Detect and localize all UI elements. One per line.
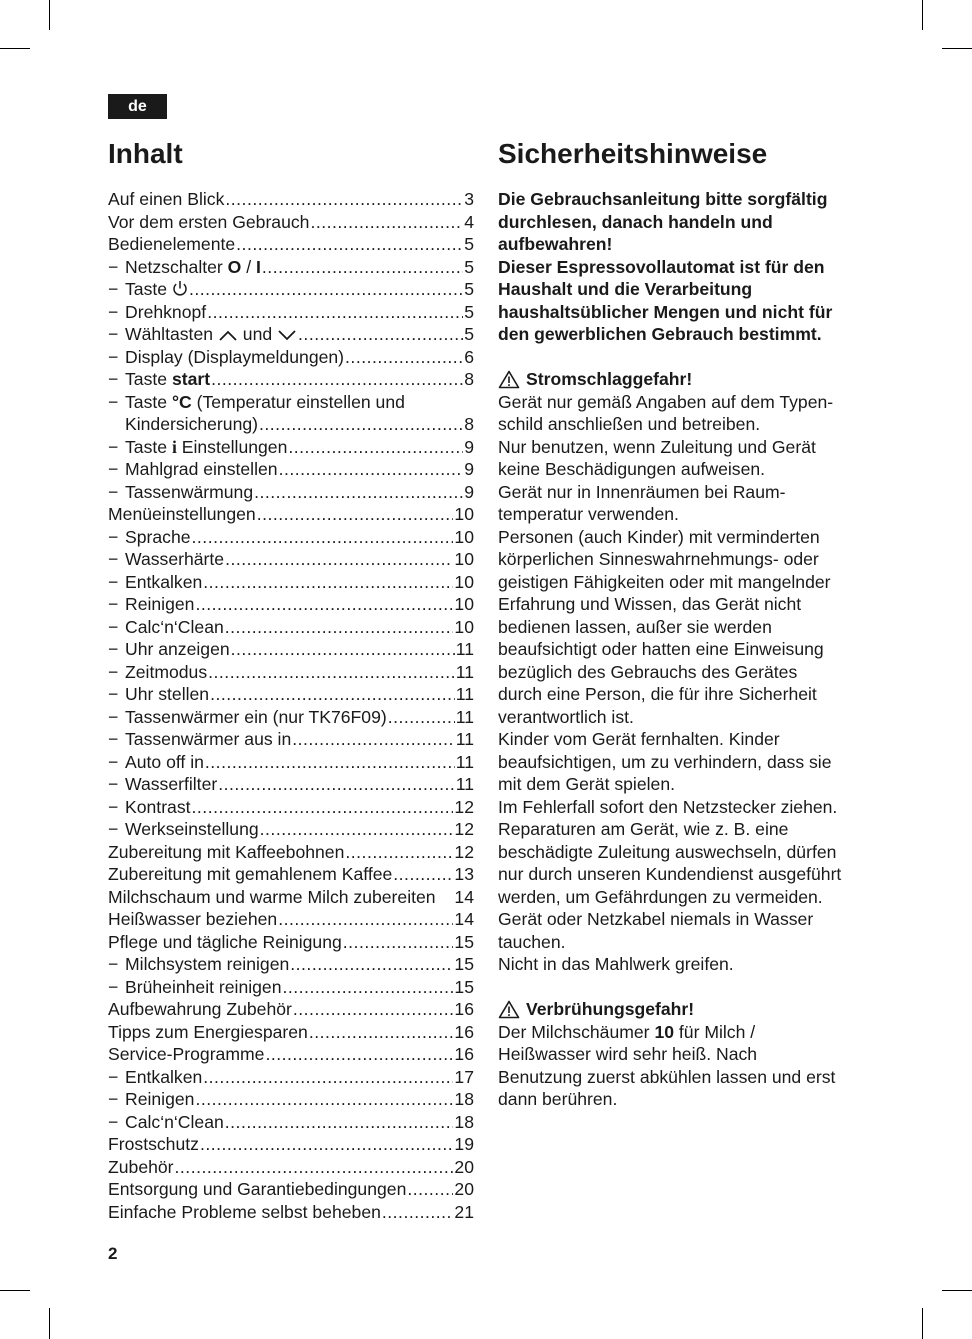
toc-entry-label: Menüeinstellungen (108, 504, 256, 524)
warning-title: Verbrühungsgefahr! (526, 999, 695, 1019)
toc-entry (108, 571, 474, 594)
toc-page-number: 10 (454, 616, 474, 637)
toc-page-number: 19 (454, 1134, 474, 1154)
toc-leader-dots (225, 1111, 454, 1134)
toc-entry-title (108, 818, 259, 841)
lead-line: den gewerblichen Gebrauch bestimmt. (498, 324, 822, 344)
toc-page-number: 4 (464, 211, 474, 232)
toc-entry-label: Taste (125, 279, 168, 299)
toc-entry-title (108, 773, 217, 796)
toc-leader-dots (345, 346, 463, 369)
toc-list (108, 188, 474, 1223)
toc-entry-title (108, 886, 436, 909)
toc-entry (108, 1021, 474, 1044)
toc-entry (108, 503, 474, 526)
toc-entry-label: (Temperatur einstellen und (196, 391, 405, 412)
toc-entry-label: Pflege und tägliche Reinigung (108, 931, 342, 952)
warning-line: Heißwasser wird sehr heiß. Nach (498, 1044, 758, 1064)
toc-entry-title (108, 526, 191, 549)
language-tag: de (108, 94, 167, 119)
toc-entry-label: Taste (125, 436, 168, 457)
toc-entry-title (108, 728, 291, 751)
toc-page-number: 15 (454, 976, 474, 997)
toc-page-number: 9 (464, 459, 474, 479)
warning-line: Reparaturen am Gerät, wie z. B. eine (498, 819, 789, 839)
toc-entry-label: Uhr anzeigen (125, 639, 230, 659)
toc-page-number: 10 (454, 571, 474, 592)
toc-page-number: 11 (455, 639, 474, 659)
toc-leader-dots (225, 616, 454, 639)
toc-entry-title (108, 458, 278, 481)
warning-triangle-icon (498, 1000, 520, 1019)
toc-entry (108, 863, 474, 886)
toc-entry-title (108, 211, 309, 234)
warning-line: Kinder vom Gerät fernhalten. Kinder (498, 729, 780, 749)
toc-page-number: 11 (455, 661, 474, 682)
toc-key-label: start (171, 369, 211, 389)
toc-entry (108, 211, 474, 234)
toc-entry (108, 256, 474, 279)
toc-page-number: 18 (454, 1111, 474, 1132)
toc-entry-title (108, 413, 258, 436)
toc-leader-dots (254, 481, 463, 504)
toc-entry (108, 1201, 474, 1224)
toc-entry (108, 436, 474, 459)
toc-entry-title (108, 908, 277, 931)
warning-line: Personen (auch Kinder) mit verminderten (498, 526, 820, 547)
warning-line: mit dem Gerät spielen. (498, 774, 675, 794)
toc-entry-label: Entkalken (125, 571, 203, 592)
warning-line: schild anschließen und betreiben. (498, 414, 761, 434)
toc-entry (108, 841, 474, 864)
toc-entry-label: Calc‘n‘Clean (125, 1111, 224, 1132)
toc-entry-label: Mahlgrad einstellen (125, 459, 278, 479)
toc-entry-title (108, 706, 387, 729)
toc-entry (108, 301, 474, 324)
toc-leader-dots (257, 503, 454, 526)
toc-page-number: 5 (464, 324, 474, 344)
warning-line: werden, um Gefährdungen zu vermeiden. (498, 886, 823, 907)
toc-entry-title (108, 1133, 199, 1156)
toc-page-number: 11 (455, 729, 474, 749)
toc-entry (108, 593, 474, 616)
warning-line: Gerät nur in Innenräumen bei Raum- (498, 481, 786, 502)
toc-entry-title (108, 593, 194, 616)
toc-entry-label: Heißwasser beziehen (108, 909, 278, 929)
toc-page-number: 17 (454, 1066, 474, 1087)
toc-page-number: 5 (464, 301, 474, 322)
toc-page-number: 15 (454, 954, 474, 974)
toc-entry-label: Auto off in (125, 751, 204, 772)
toc-entry-label: Tassenwärmung (125, 481, 254, 502)
toc-key-label: i (171, 436, 177, 457)
toc-page-number: 12 (454, 819, 474, 839)
toc-entry (108, 773, 474, 796)
toc-entry-title (108, 346, 344, 369)
toc-leader-dots (192, 526, 454, 549)
toc-entry (108, 1178, 474, 1201)
toc-entry (108, 616, 474, 639)
toc-page-number: 16 (454, 999, 474, 1019)
toc-leader-dots (292, 728, 455, 751)
toc-page-number: 9 (464, 481, 474, 502)
toc-page-number: 10 (454, 504, 474, 524)
toc-page-number: 10 (454, 526, 474, 547)
toc-leader-dots (382, 1201, 454, 1224)
power-icon (172, 280, 188, 297)
toc-entry-title (108, 683, 209, 706)
toc-leader-dots (207, 301, 463, 324)
toc-page-number: 20 (454, 1156, 474, 1177)
warning-line: Im Fehlerfall sofort den Netzstecker ziehen. (498, 796, 838, 817)
toc-leader-dots (290, 953, 453, 976)
toc-page-number: 15 (454, 931, 474, 952)
toc-entry-title (108, 1088, 194, 1111)
toc-leader-dots (175, 1156, 454, 1179)
toc-page-number: 16 (454, 1044, 474, 1064)
toc-entry (108, 976, 474, 999)
toc-entry-label: Drehknopf (125, 301, 207, 322)
toc-entry (108, 1088, 474, 1111)
toc-key-label: °C (171, 391, 192, 412)
toc-leader-dots (211, 368, 463, 391)
toc-page-number: 20 (454, 1179, 474, 1199)
toc-entry-title (108, 998, 292, 1021)
toc-entry-label: Wähltasten (125, 324, 214, 344)
crop-mark (922, 0, 923, 30)
lead-line: durchlesen, danach handeln und (498, 211, 773, 232)
toc-entry-title (108, 256, 261, 279)
toc-leader-dots (343, 931, 454, 954)
crop-mark (49, 1308, 50, 1339)
toc-entry-label: Service-Programme (108, 1044, 265, 1064)
safety-heading: Sicherheitshinweise (498, 138, 768, 169)
toc-leader-dots (203, 571, 453, 594)
toc-leader-dots (205, 751, 455, 774)
toc-entry-title (108, 368, 210, 391)
toc-leader-dots (231, 638, 455, 661)
warning-line: beaufsichtigt oder hatten eine Einweisung (498, 639, 824, 659)
toc-entry (108, 683, 474, 706)
toc-page-number: 11 (455, 684, 474, 704)
toc-leader-dots (203, 1066, 453, 1089)
toc-entry-label: Frostschutz (108, 1134, 199, 1154)
toc-entry-title (108, 391, 405, 414)
toc-leader-dots (200, 1133, 453, 1156)
warning-line: tauchen. (498, 931, 566, 952)
warning-line: Gerät nur gemäß Angaben auf dem Typen- (498, 391, 834, 412)
toc-entry-label: Bedienelemente (108, 234, 236, 254)
toc-entry-label: Reinigen (125, 594, 195, 614)
toc-entry-label: Display (Displaymeldungen) (125, 346, 345, 367)
page-number: 2 (108, 1244, 118, 1263)
warning-line: bezüglich des Gebrauchs des Gerätes (498, 661, 798, 682)
toc-entry-title (108, 323, 297, 346)
toc-entry-label: Wasserfilter (125, 774, 218, 794)
lead-line: aufbewahren! (498, 234, 613, 254)
toc-entry (108, 1156, 474, 1179)
toc-entry-label: Tassenwärmer aus in (125, 729, 292, 749)
toc-entry-title (108, 571, 202, 594)
toc-leader-dots (293, 998, 454, 1021)
toc-page-number: 14 (454, 886, 474, 907)
toc-entry-title (108, 436, 287, 459)
toc-leader-dots (278, 908, 453, 931)
toc-entry-title (108, 1066, 202, 1089)
toc-page-number: 12 (454, 841, 474, 862)
toc-page-number: 10 (454, 594, 474, 614)
toc-leader-dots (236, 233, 463, 256)
toc-entry-label: Einstellungen (181, 436, 288, 457)
warning-line: beaufsichtigen, um zu verhindern, dass sie (498, 751, 832, 772)
toc-entry-title (108, 863, 392, 886)
toc-entry-title (108, 188, 224, 211)
toc-leader-dots (388, 706, 455, 729)
toc-entry-label: Kontrast (125, 796, 191, 817)
safety-section (498, 136, 870, 1111)
toc-page-number: 11 (455, 751, 474, 772)
warning-line: temperatur verwenden. (498, 504, 679, 524)
toc-leader-dots (298, 323, 463, 346)
warning-line: Nur benutzen, wenn Zuleitung und Gerät (498, 436, 816, 457)
toc-entry-label: Entsorgung und Garantiebedingungen (108, 1179, 407, 1199)
toc-entry (108, 751, 474, 774)
toc-entry-title (108, 1178, 406, 1201)
toc-entry (108, 908, 474, 931)
toc-entry-title (108, 953, 289, 976)
scald-warning-text (498, 1021, 870, 1111)
toc-entry-title (108, 638, 230, 661)
toc-entry-label: Zeitmodus (125, 661, 208, 682)
toc-page-number: 18 (454, 1089, 474, 1109)
toc-entry (108, 661, 474, 684)
crop-mark (922, 1308, 923, 1339)
toc-entry-title (108, 796, 191, 819)
toc-entry (108, 526, 474, 549)
toc-leader-dots (189, 278, 463, 301)
lead-line: Haushalt und die Verarbeitung (498, 279, 753, 299)
toc-entry (108, 323, 474, 346)
toc-leader-dots (225, 548, 453, 571)
toc-entry (108, 796, 474, 819)
toc-entry-label: Milchschaum und warme Milch zubereiten (108, 886, 436, 907)
toc-entry-label: Reinigen (125, 1089, 195, 1109)
toc-entry-label: Aufbewahrung Zubehör (108, 999, 292, 1019)
warning-line: für Milch / (678, 1021, 756, 1042)
toc-entry-label: Einfache Probleme selbst beheben (108, 1201, 381, 1222)
warning-line: keine Beschädigungen aufweisen. (498, 459, 766, 479)
toc-leader-dots (310, 211, 463, 234)
toc-leader-dots (279, 458, 464, 481)
lead-line: Die Gebrauchsanleitung bitte sorgfältig (498, 189, 828, 209)
toc-leader-dots (262, 256, 463, 279)
toc-entry (108, 548, 474, 571)
toc-leader-dots (309, 1021, 454, 1044)
toc-entry-label: Zubereitung mit gemahlenem Kaffee (108, 864, 393, 884)
toc-leader-dots (210, 683, 455, 706)
toc-entry (108, 818, 474, 841)
toc-entry (108, 233, 474, 256)
warning-line: nur durch unseren Kundendienst ausgeführt (498, 864, 842, 884)
toc-entry (108, 886, 474, 909)
lead-line: haushaltsüblicher Mengen und nicht für (498, 301, 833, 322)
electric-shock-warning-title (498, 368, 870, 391)
toc-entry-title (108, 481, 253, 504)
chevron-down-icon (277, 328, 297, 342)
toc-leader-dots (393, 863, 453, 886)
toc-page-number: 3 (464, 189, 474, 209)
toc-entry-label: Kindersicherung) (125, 414, 259, 434)
scald-warning-title (498, 998, 870, 1021)
toc-leader-dots (345, 841, 453, 864)
toc-page-number: 12 (454, 796, 474, 817)
toc-page-number: 14 (454, 909, 474, 929)
toc-entry-title (108, 931, 342, 954)
crop-mark (0, 48, 30, 49)
toc-page-number: 16 (454, 1021, 474, 1042)
toc-entry-title (108, 841, 344, 864)
toc-entry (108, 413, 474, 436)
toc-entry-title (108, 233, 235, 256)
toc-entry (108, 931, 474, 954)
toc-entry (108, 1133, 474, 1156)
toc-entry-label: Auf einen Blick (108, 189, 225, 209)
electric-shock-warning-text (498, 391, 870, 976)
table-of-contents (108, 136, 474, 1223)
toc-entry (108, 998, 474, 1021)
toc-entry-label: Zubehör (108, 1156, 174, 1177)
toc-entry-title (108, 616, 224, 639)
warning-line: verantwortlich ist. (498, 706, 634, 727)
warning-line: geistigen Fähigkeiten oder mit mangelnder (498, 571, 831, 592)
toc-entry-title (108, 1021, 308, 1044)
warning-line: Benutzung zuerst abkühlen lassen und erst (498, 1066, 836, 1087)
warning-line: körperlichen Sinneswahrnehmungs- oder (498, 549, 819, 569)
toc-leader-dots (283, 976, 454, 999)
part-number: 10 (654, 1021, 675, 1042)
toc-entry (108, 1111, 474, 1134)
toc-page-number: 5 (464, 234, 474, 254)
toc-entry-label: Netzschalter O / I (125, 256, 261, 277)
toc-page-number: 11 (455, 706, 474, 727)
chevron-up-icon (218, 328, 238, 342)
toc-leader-dots (218, 773, 455, 796)
warning-line: beschädigte Zuleitung auswechseln, dürfen (498, 841, 837, 862)
warning-line: bedienen lassen, außer sie werden (498, 616, 772, 637)
toc-page-number: 21 (454, 1201, 474, 1222)
toc-entry-label: Werkseinstellung (125, 819, 259, 839)
toc-entry (108, 188, 474, 211)
toc-entry (108, 368, 474, 391)
toc-entry-label: Tipps zum Energiesparen (108, 1021, 308, 1042)
toc-entry (108, 458, 474, 481)
warning-triangle-icon (498, 370, 520, 389)
toc-leader-dots (265, 1043, 453, 1066)
toc-entry-title (108, 548, 224, 571)
toc-page-number: 5 (464, 256, 474, 277)
warning-line: Nicht in das Mahlwerk greifen. (498, 954, 734, 974)
warning-line: Der Milchschäumer (498, 1021, 650, 1042)
toc-entry-label: Calc‘n‘Clean (125, 616, 224, 637)
toc-entry-title (108, 751, 204, 774)
toc-entry-title (108, 301, 206, 324)
toc-leader-dots (192, 796, 454, 819)
toc-entry-label: Brüheinheit reinigen (125, 976, 282, 997)
toc-page-number: 9 (464, 436, 474, 457)
toc-entry (108, 346, 474, 369)
toc-heading: Inhalt (108, 138, 183, 169)
warning-title: Stromschlaggefahr! (526, 369, 693, 389)
warning-line: Gerät oder Netzkabel niemals in Wasser (498, 909, 814, 929)
toc-entry-title (108, 1156, 174, 1179)
toc-leader-dots (260, 818, 454, 841)
crop-mark (942, 48, 972, 49)
toc-entry-label: und (242, 324, 273, 344)
toc-page-number: 6 (464, 346, 474, 367)
toc-page-number: 13 (454, 864, 474, 884)
toc-leader-dots (259, 413, 463, 436)
toc-leader-dots (195, 593, 453, 616)
toc-leader-dots (195, 1088, 453, 1111)
toc-entry-label: Sprache (125, 526, 191, 547)
warning-line: dann berühren. (498, 1089, 618, 1109)
warning-line: durch eine Person, die für ihre Sicherheit (498, 684, 817, 704)
toc-page-number: 11 (455, 774, 474, 794)
toc-entry-label: Wasserhärte (125, 549, 225, 569)
crop-mark (49, 0, 50, 30)
toc-entry-title (108, 503, 256, 526)
crop-mark (0, 1290, 30, 1291)
toc-page-number: 8 (464, 414, 474, 434)
toc-leader-dots (208, 661, 455, 684)
toc-entry-label: Tassenwärmer ein (nur TK76F09) (125, 706, 387, 727)
toc-entry-title (108, 1111, 224, 1134)
toc-leader-dots (225, 188, 463, 211)
toc-page-number: 8 (464, 369, 474, 389)
toc-entry-title (108, 661, 207, 684)
toc-entry-label: Zubereitung mit Kaffeebohnen (108, 841, 345, 862)
toc-entry (108, 638, 474, 661)
toc-entry (108, 391, 474, 414)
toc-entry-label: Milchsystem reinigen (125, 954, 290, 974)
toc-entry-label: Taste (125, 369, 168, 389)
warning-line: Erfahrung und Wissen, das Gerät nicht (498, 594, 802, 614)
toc-entry (108, 706, 474, 729)
lead-line: Dieser Espressovollautomat ist für den (498, 256, 825, 277)
toc-entry-label: Entkalken (125, 1066, 203, 1087)
toc-entry (108, 953, 474, 976)
toc-leader-dots (407, 1178, 453, 1201)
toc-leader-dots (288, 436, 463, 459)
safety-lead (498, 188, 870, 346)
toc-entry-label: Uhr stellen (125, 684, 210, 704)
toc-entry (108, 1066, 474, 1089)
toc-entry-title (108, 1043, 264, 1066)
toc-entry (108, 278, 474, 301)
toc-page-number: 5 (464, 279, 474, 299)
toc-entry (108, 728, 474, 751)
toc-entry (108, 1043, 474, 1066)
toc-entry-title (108, 976, 282, 999)
toc-entry-label: Taste (125, 391, 168, 412)
toc-page-number: 10 (454, 549, 474, 569)
toc-entry (108, 481, 474, 504)
crop-mark (942, 1290, 972, 1291)
toc-entry-title (108, 278, 188, 301)
toc-entry-label: Vor dem ersten Gebrauch (108, 211, 310, 232)
toc-entry-title (108, 1201, 381, 1224)
